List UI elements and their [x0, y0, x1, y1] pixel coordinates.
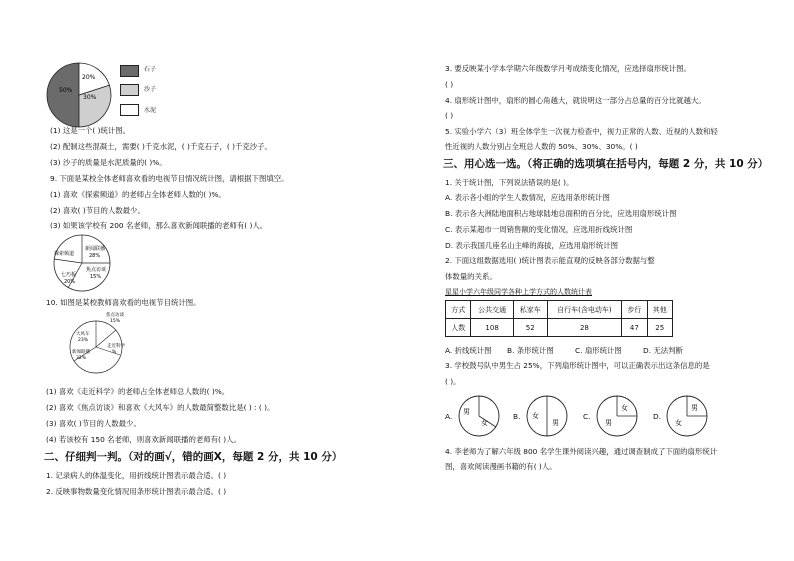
q8-part1: (1) 这是一个( )统计图。: [50, 126, 131, 135]
pie-c-girl: 女: [621, 404, 628, 412]
choice-3-stem: 3. 学校鼓号队中男生占 25%，下列扇形统计图中，可以正确表示出这条信息的是: [445, 361, 710, 370]
pie3-label-focus: 焦点访谈: [106, 313, 124, 318]
q9-stem: 9. 下面是某校全体老师喜欢看的电视节目情况统计图，请根据下图填空。: [50, 174, 289, 183]
q9-part1: (1) 喜欢《探索频道》的老师占全体老师人数的( )%。: [50, 190, 226, 199]
pie1-label-stone: 50%: [59, 87, 73, 94]
choice-1-stem: 1. 关于统计图，下列说法错误的是( )。: [445, 178, 574, 187]
choice-1-option-b: B. 表示各大洲陆地面积占地球陆地总面积的百分比，应选用扇形统计图: [445, 209, 677, 218]
choice-1-option-d: D. 表示我国几座名山主峰的海拔，应选用扇形统计图: [445, 241, 618, 250]
pie3-value-focus: 15%: [110, 319, 121, 324]
table-title: 星星小学六年级同学各种上学方式的人数统计表: [445, 288, 592, 296]
pie-c-boy: 男: [605, 419, 612, 427]
choice-4-cont: 图，喜欢阅读漫画书籍的有( )人。: [445, 462, 557, 471]
q8-part3: (3) 沙子的质量是水泥质量的( )%。: [50, 158, 167, 167]
judge-2: 2. 反映事物数量变化情况用条形统计图表示最合适。( ): [46, 487, 227, 496]
pie3-label-science: 走近科学: [107, 344, 125, 349]
section-2-heading: 二、仔细判一判。（对的画√，错的画X，每题 2 分，共 10 分）: [44, 451, 343, 463]
commute-table: [445, 300, 673, 337]
choice-3-label-b: B.: [513, 412, 521, 421]
judge-5-cont: 性近视的人数分别占全班总人数的 50%、30%、30%。( ): [445, 142, 638, 151]
choice-3-pie-a: [457, 394, 501, 438]
q8-part2: (2) 配制这些混凝土，需要( )千克水泥，( )千克石子，( )千克沙子。: [50, 142, 272, 151]
choice-3-pie-b: [525, 394, 569, 438]
table-cell: 方式: [446, 301, 471, 319]
legend-swatch-sand: [120, 84, 139, 96]
materials-pie-chart: [46, 62, 112, 128]
pie2-label-discovery: 探索频道: [54, 251, 75, 257]
judge-5: 5. 实验小学六（3）班全体学生一次视力检查中，视力正常的人数、近视的人数和轻: [445, 127, 718, 136]
q10-part3: (3) 喜欢( )节目的人数最少。: [46, 419, 141, 428]
table-cell: 108: [471, 319, 513, 337]
table-cell: 自行车(含电动车): [547, 301, 621, 319]
pie3-value-science: %: [112, 350, 117, 355]
pie-b-boy: 男: [552, 419, 559, 427]
table-cell: 公共交通: [471, 301, 513, 319]
q10-part1: (1) 喜欢《走近科学》的老师占全体老师总人数的( )%。: [46, 387, 230, 396]
pie-b-girl: 女: [532, 412, 539, 420]
choice-2-option-d: D. 无法判断: [643, 346, 683, 355]
pie-a-girl: 女: [481, 419, 488, 427]
table-cell: 人数: [446, 319, 471, 337]
legend-label-sand: 沙子: [144, 86, 157, 93]
right-column: [397, 0, 794, 561]
choice-2-option-b: B. 条形统计图: [507, 346, 554, 355]
pie1-label-cement: 20%: [82, 74, 96, 81]
legend-label-cement: 水泥: [144, 107, 157, 114]
pie-d-boy: 男: [691, 404, 698, 412]
q10-part2: (2) 喜欢《焦点访谈》和喜欢《大风车》的人数最简整数比是( ) : ( )。: [46, 403, 275, 412]
tv-program-pie-chart-2: [60, 311, 144, 377]
choice-1-option-c: C. 表示某超市一周销售额的变化情况，应选用折线统计图: [445, 225, 633, 234]
judge-4-blank: ( ): [445, 111, 454, 120]
q10-part4: (4) 若该校有 150 名老师，则喜欢新闻联播的老师有( )人。: [46, 435, 241, 444]
table-header-row: [446, 301, 673, 319]
pie2-value-news: 28%: [89, 253, 101, 259]
pie-d-girl: 女: [675, 419, 682, 427]
choice-2-option-a: A. 折线统计图: [445, 346, 492, 355]
pie2-label-tangram: 七巧板: [61, 272, 77, 278]
pie1-legend: [120, 62, 180, 122]
choice-3-label-c: C.: [583, 412, 591, 421]
pie2-label-news: 新闻联播: [85, 246, 106, 252]
section-3-heading: 三、用心选一选。（将正确的选项填在括号内，每题 2 分，共 10 分）: [443, 158, 769, 170]
choice-3-label-a: A.: [445, 412, 453, 421]
judge-1: 1. 记录病人的体温变化，用折线统计图表示最合适。( ): [46, 471, 227, 480]
table-cell: 47: [622, 319, 647, 337]
legend-swatch-cement: [120, 104, 139, 116]
table-cell: 步行: [622, 301, 647, 319]
table-cell: 私家车: [513, 301, 547, 319]
q9-part3: (3) 如果该学校有 200 名老师，那么喜欢新闻联播的老师有( )人。: [50, 221, 268, 230]
choice-2-option-c: C. 扇形统计图: [575, 346, 622, 355]
choice-3-pie-d: [665, 394, 709, 438]
table-cell: 52: [513, 319, 547, 337]
pie3-value-windmill: 23%: [78, 338, 89, 343]
judge-4: 4. 扇形统计图中，扇形的圆心角越大，就说明这一部分占总量的百分比就越大。: [445, 96, 706, 105]
pie3-label-news: 新闻联播: [72, 350, 90, 355]
pie2-label-focus: 焦点访谈: [86, 267, 107, 273]
tv-program-pie-chart-1: [50, 233, 114, 293]
table-row: [446, 319, 673, 337]
choice-3-pie-c: [595, 394, 639, 438]
table-cell: 28: [547, 319, 621, 337]
judge-3: 3. 要反映某小学本学期六年级数学月考成绩变化情况，应选择扇形统计图。: [445, 64, 691, 73]
pie2-value-tangram: 20%: [64, 279, 76, 285]
pie2-value-focus: 15%: [90, 274, 102, 280]
table-cell: 其他: [647, 301, 672, 319]
choice-4-stem: 4. 李老师为了解六年级 800 名学生课外阅读兴趣，通过调查制成了下面的扇形统计: [445, 447, 718, 456]
judge-3-blank: ( ): [445, 80, 454, 89]
pie1-slice-stone: [47, 63, 79, 127]
legend-label-stone: 石子: [144, 66, 157, 73]
pie3-label-windmill: 大风车: [76, 332, 90, 337]
choice-2-cont: 体数量的关系。: [445, 272, 497, 281]
pie-a-boy: 男: [463, 408, 470, 416]
choice-3-label-d: D.: [653, 412, 662, 421]
choice-2-stem: 2. 下面这组数据选用( )统计图表示能直观的反映各部分数据与整: [445, 256, 655, 265]
q9-part2: (2) 喜欢( )节目的人数最少。: [50, 206, 145, 215]
legend-swatch-stone: [120, 65, 139, 77]
pie3-value-news: 32%: [76, 356, 87, 361]
pie1-label-sand: 30%: [83, 94, 97, 101]
choice-3-cont: ( )。: [445, 377, 461, 386]
table-cell: 25: [647, 319, 672, 337]
choice-1-option-a: A. 表示各小组的学生人数情况，应选用条形统计图: [445, 193, 610, 202]
q10-stem: 10. 如图是某校教师喜欢看的电视节目统计图。: [46, 298, 201, 307]
